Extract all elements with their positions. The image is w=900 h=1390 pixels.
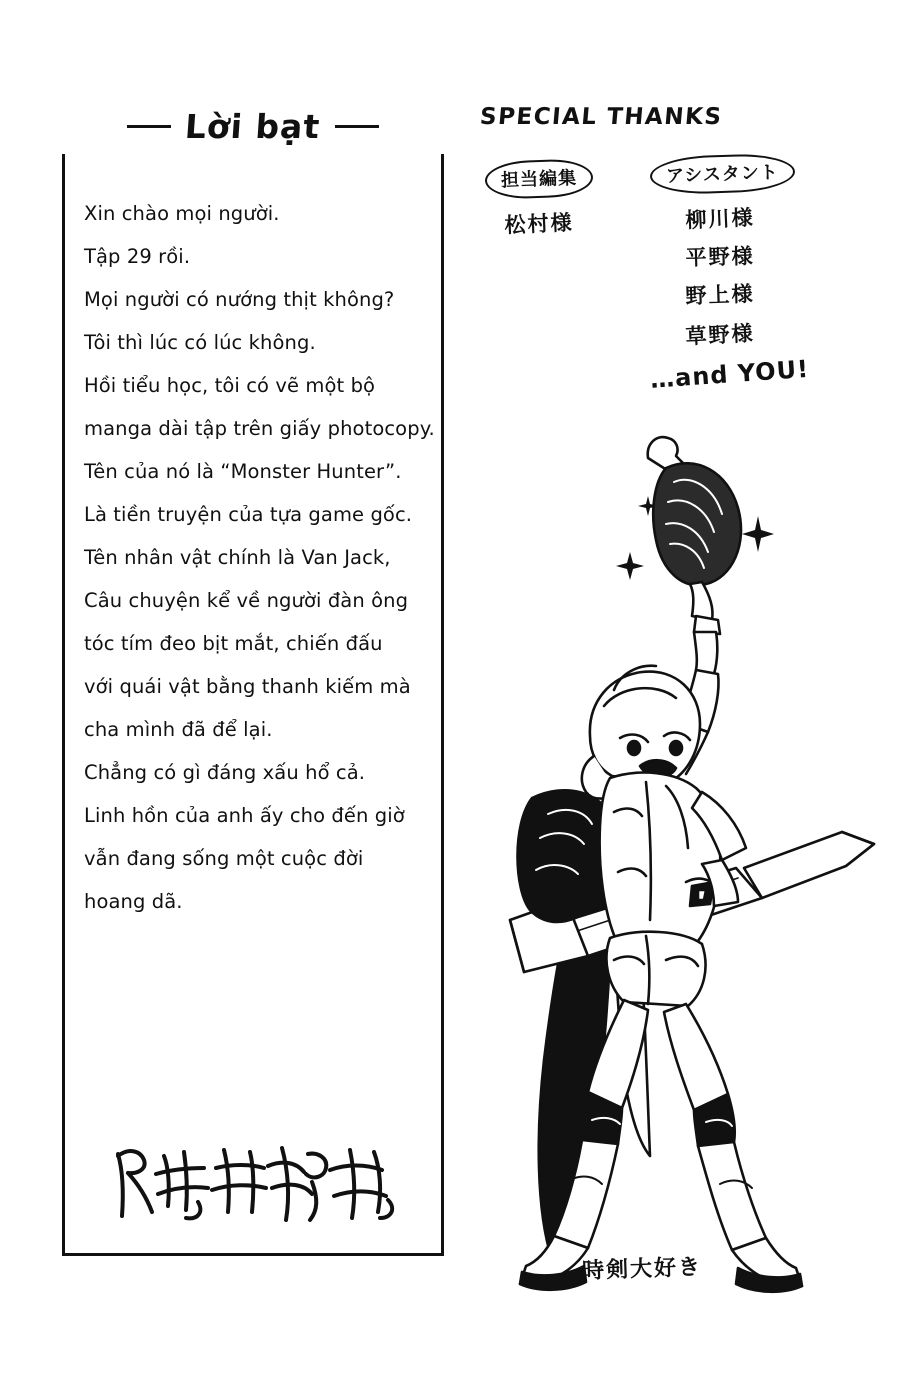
afterword-line: Linh hồn của anh ấy cho đến giờ xyxy=(84,804,405,827)
afterword-line: Câu chuyện kể về người đàn ông xyxy=(84,589,409,612)
author-signature xyxy=(112,1140,402,1230)
editor-bubble-label: 担当編集 xyxy=(484,158,593,200)
afterword-line: với quái vật bằng thanh kiếm mà xyxy=(84,675,411,698)
afterword-line: Tên nhân vật chính là Van Jack, xyxy=(84,546,391,569)
thanks-editor-group xyxy=(474,160,604,238)
afterword-line: tóc tím đeo bịt mắt, chiến đấu xyxy=(84,632,383,655)
afterword-line: vẫn đang sống một cuộc đời xyxy=(84,847,364,870)
thanks-assistant-group xyxy=(649,155,810,394)
special-thanks-heading: SPECIAL THANKS xyxy=(478,104,724,130)
afterword-line: Xin chào mọi người. xyxy=(84,202,280,225)
title-rule-left xyxy=(127,125,171,128)
afterword-line: manga dài tập trên giấy photocopy. xyxy=(84,417,435,440)
afterword-line: Tôi thì lúc có lúc không. xyxy=(84,331,316,354)
afterword-text-block xyxy=(84,192,436,923)
thanks-you-note: …and YOU! xyxy=(649,354,810,394)
afterword-line: Hồi tiểu học, tôi có vẽ một bộ xyxy=(84,374,376,397)
afterword-title-bar xyxy=(62,98,444,154)
page-title: Lời bạt xyxy=(184,106,322,146)
afterword-line: cha mình đã để lại. xyxy=(84,718,273,741)
title-rule-right xyxy=(335,125,379,128)
illustration-caption: 時剣大好き xyxy=(581,1254,703,1285)
afterword-line: Tập 29 rồi. xyxy=(84,245,191,268)
assistant-name: 野上様 xyxy=(685,281,755,309)
afterword-line: Mọi người có nướng thịt không? xyxy=(84,288,395,311)
afterword-line: Là tiền truyện của tựa game gốc. xyxy=(84,503,413,526)
afterword-line: hoang dã. xyxy=(84,890,183,913)
assistant-name: 柳川様 xyxy=(685,205,756,233)
afterword-line: Chẳng có gì đáng xấu hổ cả. xyxy=(84,761,366,784)
grilled-meat xyxy=(648,437,741,634)
hunter-illustration xyxy=(470,420,890,1300)
editor-name: 松村様 xyxy=(504,210,575,238)
assistant-bubble-label: アシスタント xyxy=(649,152,795,195)
assistant-name: 平野様 xyxy=(685,244,755,270)
afterword-line: Tên của nó là “Monster Hunter”. xyxy=(84,460,402,483)
hip-armour xyxy=(606,932,705,1006)
assistant-name: 草野様 xyxy=(684,321,756,349)
